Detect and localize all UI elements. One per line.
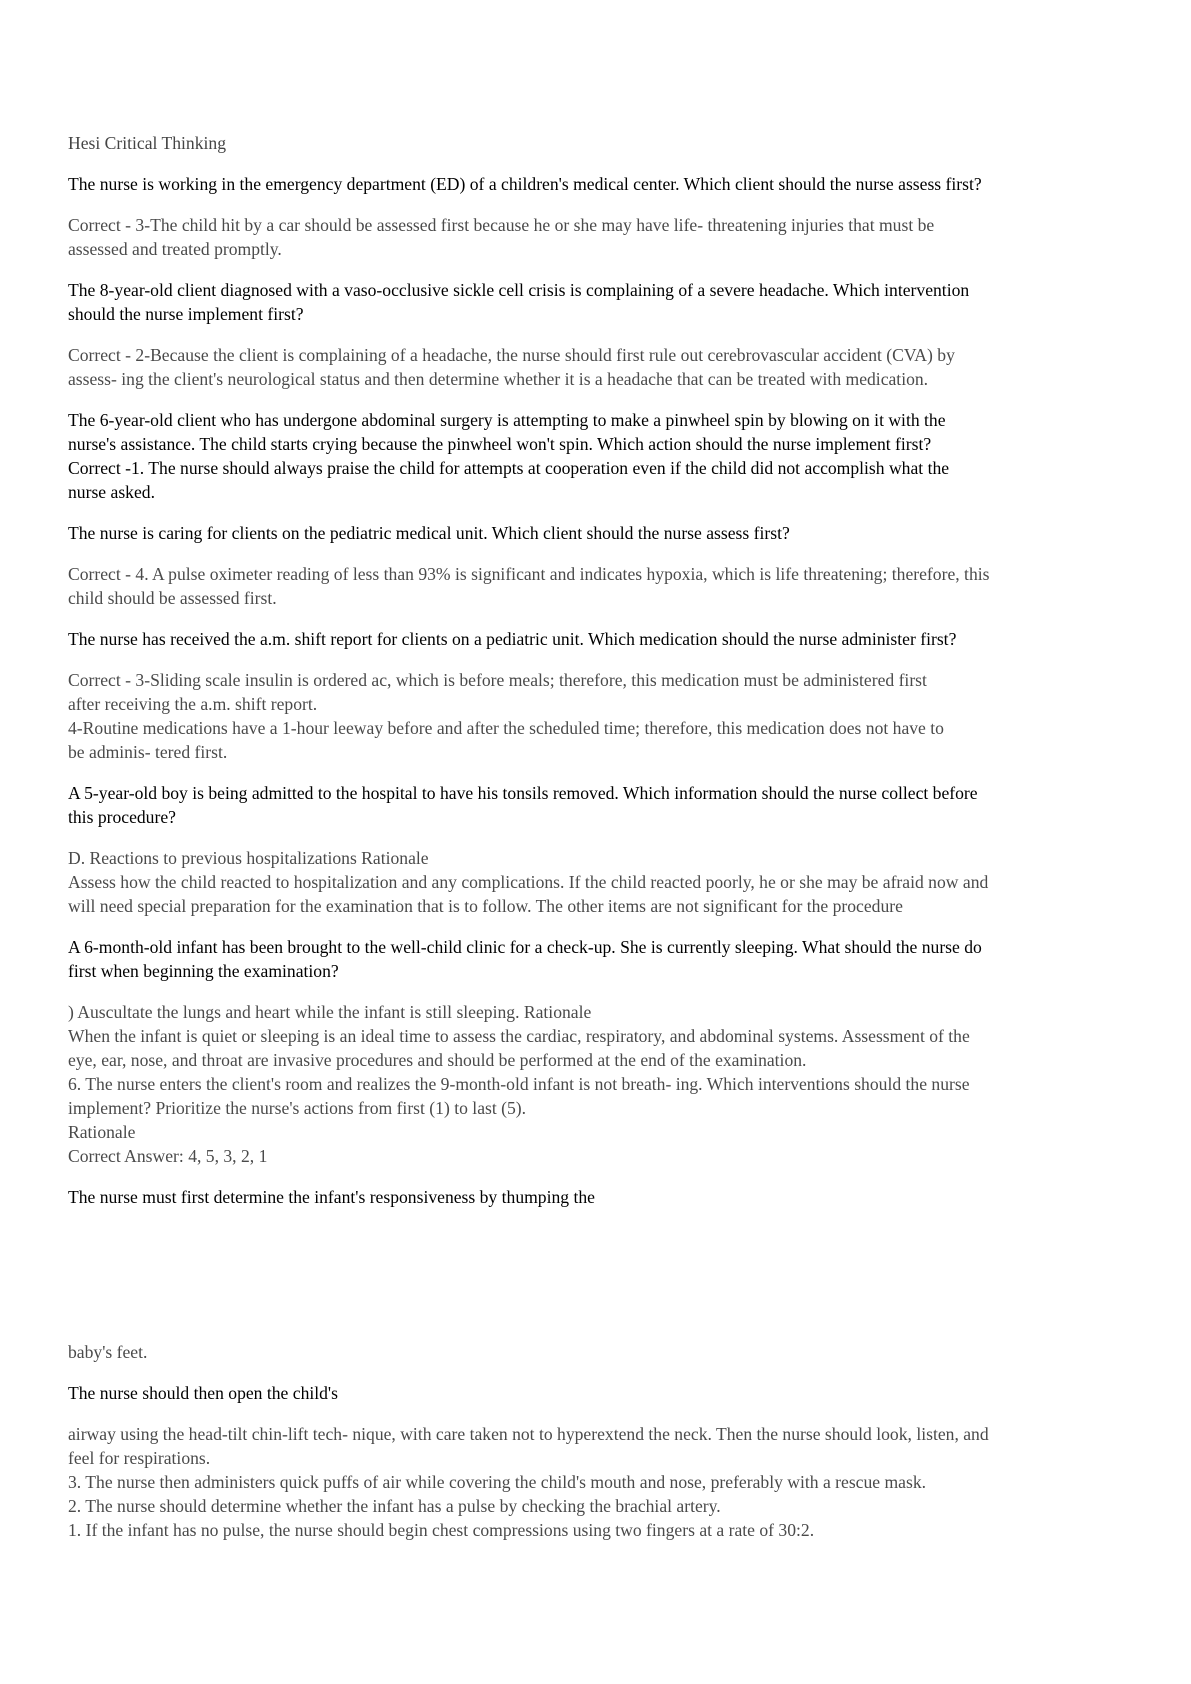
text-line: 1. If the infant has no pulse, the nurse should begin chest compressions using two fingers at a rate of 30:2. xyxy=(68,1520,815,1540)
answer-paragraph xyxy=(68,343,1128,391)
document-title: Hesi Critical Thinking xyxy=(68,133,227,153)
text-line: 3. The nurse then administers quick puffs of air while covering the child's mouth and nose, preferably with a rescue mask. xyxy=(68,1472,927,1492)
text-line: The nurse is caring for clients on the pediatric medical unit. Which client should the nurse assess first? xyxy=(68,523,790,543)
document-body xyxy=(68,131,1128,1559)
text-line: Rationale xyxy=(68,1122,136,1142)
text-line: 6. The nurse enters the client's room and realizes the 9-month-old infant is not breath- ing. Which interventions should the nurse xyxy=(68,1074,970,1094)
text-line: The nurse must first determine the infant's responsiveness by thumping the xyxy=(68,1187,595,1207)
text-line: will need special preparation for the examination that is to follow. The other items are not significant for the procedure xyxy=(68,896,903,916)
text-line: 4-Routine medications have a 1-hour leeway before and after the scheduled time; therefore, this medication does not have to xyxy=(68,718,944,738)
text-line: airway using the head-tilt chin-lift tech- nique, with care taken not to hyperextend the neck. Then the nurse should look, listen, and xyxy=(68,1424,989,1444)
text-line: The nurse should then open the child's xyxy=(68,1383,338,1403)
question-paragraph xyxy=(68,278,1128,326)
question-paragraph xyxy=(68,172,1128,196)
text-line: nurse asked. xyxy=(68,482,155,502)
text-line: Correct - 3-Sliding scale insulin is ordered ac, which is before meals; therefore, this medication must be administered first xyxy=(68,670,927,690)
question-paragraph xyxy=(68,935,1128,983)
text-line: child should be assessed first. xyxy=(68,588,277,608)
page-break-gap xyxy=(68,1226,1128,1340)
text-line: Assess how the child reacted to hospitalization and any complications. If the child reacted poorly, he or she may be afraid now and xyxy=(68,872,989,892)
text-line: Correct -1. The nurse should always praise the child for attempts at cooperation even if the child did not accomplish what the xyxy=(68,458,950,478)
text-line: Correct - 3-The child hit by a car should be assessed first because he or she may have life- threatening injuries that must be xyxy=(68,215,935,235)
text-line: this procedure? xyxy=(68,807,176,827)
text-line: first when beginning the examination? xyxy=(68,961,339,981)
answer-paragraph xyxy=(68,1000,1128,1168)
text-line: A 5-year-old boy is being admitted to the hospital to have his tonsils removed. Which information should the nurse collect before xyxy=(68,783,978,803)
answer-paragraph xyxy=(68,1340,1128,1364)
text-line: The 8-year-old client diagnosed with a vaso-occlusive sickle cell crisis is complaining of a severe headache. Which intervention xyxy=(68,280,970,300)
text-line: ) Auscultate the lungs and heart while the infant is still sleeping. Rationale xyxy=(68,1002,592,1022)
answer-paragraph xyxy=(68,846,1128,918)
question-paragraph xyxy=(68,1381,1128,1405)
answer-paragraph xyxy=(68,668,1128,764)
text-line: D. Reactions to previous hospitalizations Rationale xyxy=(68,848,429,868)
text-line: implement? Prioritize the nurse's actions from first (1) to last (5). xyxy=(68,1098,527,1118)
answer-paragraph xyxy=(68,562,1128,610)
text-line: be adminis- tered first. xyxy=(68,742,228,762)
question-paragraph xyxy=(68,1185,1128,1209)
text-line: When the infant is quiet or sleeping is an ideal time to assess the cardiac, respiratory, and abdominal systems. Assessment of the xyxy=(68,1026,970,1046)
text-line: assessed and treated promptly. xyxy=(68,239,282,259)
text-line: assess- ing the client's neurological status and then determine whether it is a headache that can be treated with medication. xyxy=(68,369,929,389)
text-line: nurse's assistance. The child starts crying because the pinwheel won't spin. Which action should the nurse implement first? xyxy=(68,434,932,454)
answer-paragraph xyxy=(68,213,1128,261)
text-line: The 6-year-old client who has undergone abdominal surgery is attempting to make a pinwheel spin by blowing on it with the xyxy=(68,410,946,430)
question-paragraph xyxy=(68,627,1128,651)
text-line: The nurse has received the a.m. shift report for clients on a pediatric unit. Which medication should the nurse administer first? xyxy=(68,629,957,649)
question-paragraph xyxy=(68,781,1128,829)
text-line: Correct - 4. A pulse oximeter reading of less than 93% is significant and indicates hypoxia, which is life threatening; therefore, this xyxy=(68,564,990,584)
answer-paragraph xyxy=(68,1422,1128,1542)
question-paragraph xyxy=(68,521,1128,545)
text-line: Correct - 2-Because the client is complaining of a headache, the nurse should first rule out cerebrovascular accident (CVA) by xyxy=(68,345,955,365)
text-line: after receiving the a.m. shift report. xyxy=(68,694,318,714)
text-line: eye, ear, nose, and throat are invasive procedures and should be performed at the end of the examination. xyxy=(68,1050,807,1070)
text-line: 2. The nurse should determine whether the infant has a pulse by checking the brachial artery. xyxy=(68,1496,721,1516)
text-line: baby's feet. xyxy=(68,1342,148,1362)
text-line: Correct Answer: 4, 5, 3, 2, 1 xyxy=(68,1146,268,1166)
text-line: should the nurse implement first? xyxy=(68,304,304,324)
text-line: The nurse is working in the emergency department (ED) of a children's medical center. Which client should the nurse assess first? xyxy=(68,174,982,194)
text-line: A 6-month-old infant has been brought to the well-child clinic for a check-up. She is currently sleeping. What should the nurse do xyxy=(68,937,982,957)
text-line: feel for respirations. xyxy=(68,1448,211,1468)
question-paragraph xyxy=(68,408,1128,504)
